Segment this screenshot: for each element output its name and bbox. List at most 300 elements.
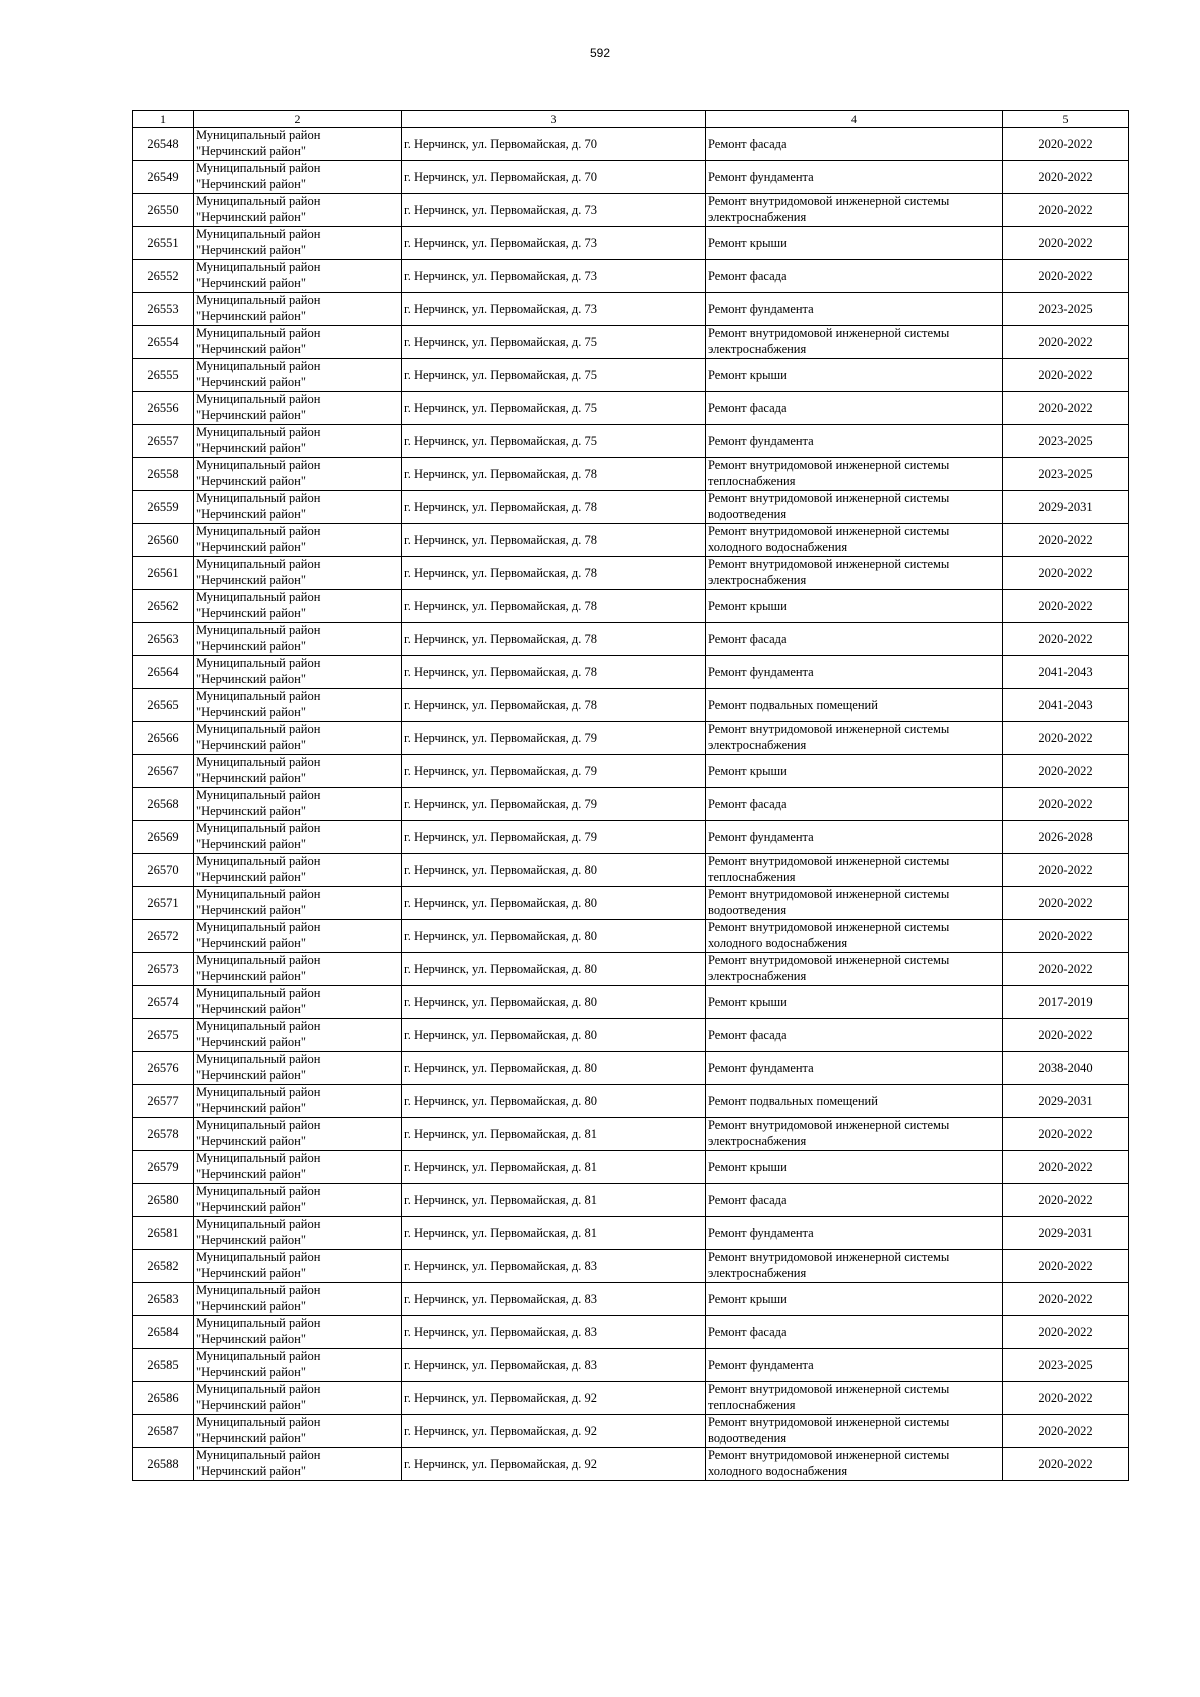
table-row — [133, 656, 1129, 689]
work-type-line: водоотведения — [708, 902, 787, 917]
address-cell: г. Нерчинск, ул. Первомайская, д. 78 — [402, 689, 706, 722]
municipality-cell — [194, 1019, 402, 1052]
row-number-cell: 26568 — [133, 788, 194, 821]
work-type-cell — [706, 986, 1003, 1019]
address-cell: г. Нерчинск, ул. Первомайская, д. 78 — [402, 491, 706, 524]
row-number-cell: 26551 — [133, 227, 194, 260]
period-cell: 2020-2022 — [1003, 1415, 1129, 1448]
header-col-2: 2 — [194, 111, 402, 128]
row-number-cell: 26571 — [133, 887, 194, 920]
period-cell: 2020-2022 — [1003, 524, 1129, 557]
period-cell: 2020-2022 — [1003, 161, 1129, 194]
work-type-cell — [706, 1217, 1003, 1250]
period-cell: 2041-2043 — [1003, 689, 1129, 722]
municipality-line: "Нерчинский район" — [196, 770, 306, 785]
work-type-cell — [706, 590, 1003, 623]
municipality-cell — [194, 1415, 402, 1448]
row-number-cell: 26579 — [133, 1151, 194, 1184]
municipality-line: "Нерчинский район" — [196, 1199, 306, 1214]
table-row — [133, 623, 1129, 656]
work-type-line: электроснабжения — [708, 737, 807, 752]
address-cell: г. Нерчинск, ул. Первомайская, д. 81 — [402, 1184, 706, 1217]
municipality-cell — [194, 392, 402, 425]
work-type-line: Ремонт фундамента — [708, 664, 814, 679]
municipality-line: Муниципальный район — [196, 920, 321, 934]
period-cell: 2041-2043 — [1003, 656, 1129, 689]
period-cell: 2020-2022 — [1003, 194, 1129, 227]
municipality-cell — [194, 1283, 402, 1316]
period-cell: 2020-2022 — [1003, 1382, 1129, 1415]
row-number-cell: 26581 — [133, 1217, 194, 1250]
municipality-line: Муниципальный район — [196, 1217, 321, 1231]
municipality-line: Муниципальный район — [196, 1184, 321, 1198]
work-type-line: Ремонт подвальных помещений — [708, 1093, 878, 1108]
period-cell: 2023-2025 — [1003, 293, 1129, 326]
work-type-line: Ремонт внутридомовой инженерной системы — [708, 557, 950, 571]
municipality-line: "Нерчинский район" — [196, 341, 306, 356]
work-type-line: Ремонт внутридомовой инженерной системы — [708, 194, 950, 208]
row-number-cell: 26560 — [133, 524, 194, 557]
municipality-line: "Нерчинский район" — [196, 473, 306, 488]
table-row — [133, 1316, 1129, 1349]
row-number-cell: 26569 — [133, 821, 194, 854]
period-cell: 2020-2022 — [1003, 953, 1129, 986]
address-cell: г. Нерчинск, ул. Первомайская, д. 79 — [402, 722, 706, 755]
work-type-line: Ремонт внутридомовой инженерной системы — [708, 1415, 950, 1429]
municipality-line: Муниципальный район — [196, 260, 321, 274]
table-row — [133, 1118, 1129, 1151]
municipality-cell — [194, 1382, 402, 1415]
address-cell: г. Нерчинск, ул. Первомайская, д. 75 — [402, 392, 706, 425]
period-cell: 2020-2022 — [1003, 887, 1129, 920]
period-cell: 2023-2025 — [1003, 425, 1129, 458]
work-type-line: Ремонт фундамента — [708, 1357, 814, 1372]
period-cell: 2020-2022 — [1003, 1250, 1129, 1283]
municipality-line: "Нерчинский район" — [196, 1100, 306, 1115]
municipality-line: Муниципальный район — [196, 359, 321, 373]
municipality-line: "Нерчинский район" — [196, 1133, 306, 1148]
table-row — [133, 689, 1129, 722]
municipality-line: "Нерчинский район" — [196, 1166, 306, 1181]
municipality-line: Муниципальный район — [196, 656, 321, 670]
work-type-cell — [706, 1283, 1003, 1316]
municipality-line: Муниципальный район — [196, 755, 321, 769]
work-type-line: Ремонт фасада — [708, 400, 787, 415]
work-type-cell — [706, 161, 1003, 194]
municipality-line: "Нерчинский район" — [196, 836, 306, 851]
address-cell: г. Нерчинск, ул. Первомайская, д. 81 — [402, 1118, 706, 1151]
row-number-cell: 26573 — [133, 953, 194, 986]
row-number-cell: 26577 — [133, 1085, 194, 1118]
address-cell: г. Нерчинск, ул. Первомайская, д. 75 — [402, 326, 706, 359]
municipality-line: Муниципальный район — [196, 1118, 321, 1132]
work-type-line: Ремонт фундамента — [708, 301, 814, 316]
header-col-5: 5 — [1003, 111, 1129, 128]
address-cell: г. Нерчинск, ул. Первомайская, д. 78 — [402, 656, 706, 689]
municipality-cell — [194, 656, 402, 689]
work-type-cell — [706, 1415, 1003, 1448]
municipality-line: Муниципальный район — [196, 1448, 321, 1462]
row-number-cell: 26584 — [133, 1316, 194, 1349]
page-number: 592 — [589, 46, 611, 60]
municipality-cell — [194, 788, 402, 821]
period-cell: 2020-2022 — [1003, 1448, 1129, 1481]
municipality-line: Муниципальный район — [196, 194, 321, 208]
work-type-line: Ремонт фасада — [708, 136, 787, 151]
table-row — [133, 1448, 1129, 1481]
municipality-line: Муниципальный район — [196, 1085, 321, 1099]
row-number-cell: 26555 — [133, 359, 194, 392]
period-cell: 2020-2022 — [1003, 392, 1129, 425]
municipality-line: "Нерчинский район" — [196, 1430, 306, 1445]
table-row — [133, 1250, 1129, 1283]
municipality-line: "Нерчинский район" — [196, 407, 306, 422]
row-number-cell: 26559 — [133, 491, 194, 524]
municipality-line: "Нерчинский район" — [196, 1232, 306, 1247]
row-number-cell: 26550 — [133, 194, 194, 227]
work-type-line: Ремонт внутридомовой инженерной системы — [708, 1448, 950, 1462]
table-row — [133, 1283, 1129, 1316]
municipality-line: Муниципальный район — [196, 392, 321, 406]
row-number-cell: 26570 — [133, 854, 194, 887]
municipality-line: "Нерчинский район" — [196, 242, 306, 257]
period-cell: 2020-2022 — [1003, 788, 1129, 821]
work-type-line: холодного водоснабжения — [708, 539, 848, 554]
period-cell: 2020-2022 — [1003, 1283, 1129, 1316]
work-type-line: теплоснабжения — [708, 869, 796, 884]
municipality-line: "Нерчинский район" — [196, 572, 306, 587]
municipality-cell — [194, 953, 402, 986]
municipality-line: "Нерчинский район" — [196, 1463, 306, 1478]
header-row — [133, 111, 1129, 128]
work-type-cell — [706, 854, 1003, 887]
municipality-line: "Нерчинский район" — [196, 176, 306, 191]
table-row — [133, 1217, 1129, 1250]
municipality-cell — [194, 557, 402, 590]
work-type-cell — [706, 623, 1003, 656]
address-cell: г. Нерчинск, ул. Первомайская, д. 79 — [402, 788, 706, 821]
municipality-line: Муниципальный район — [196, 821, 321, 835]
work-type-cell — [706, 887, 1003, 920]
table-body — [133, 128, 1129, 1481]
municipality-line: Муниципальный район — [196, 425, 321, 439]
work-type-cell — [706, 1448, 1003, 1481]
work-type-line: электроснабжения — [708, 341, 807, 356]
address-cell: г. Нерчинск, ул. Первомайская, д. 80 — [402, 986, 706, 1019]
table-row — [133, 986, 1129, 1019]
work-type-cell — [706, 392, 1003, 425]
row-number-cell: 26563 — [133, 623, 194, 656]
table-row — [133, 293, 1129, 326]
address-cell: г. Нерчинск, ул. Первомайская, д. 92 — [402, 1382, 706, 1415]
municipality-line: Муниципальный район — [196, 1382, 321, 1396]
address-cell: г. Нерчинск, ул. Первомайская, д. 80 — [402, 953, 706, 986]
municipality-cell — [194, 689, 402, 722]
header-col-4: 4 — [706, 111, 1003, 128]
period-cell: 2038-2040 — [1003, 1052, 1129, 1085]
work-type-line: Ремонт внутридомовой инженерной системы — [708, 920, 950, 934]
work-type-line: Ремонт фундамента — [708, 433, 814, 448]
period-cell: 2020-2022 — [1003, 590, 1129, 623]
municipality-line: "Нерчинский район" — [196, 671, 306, 686]
period-cell: 2020-2022 — [1003, 557, 1129, 590]
row-number-cell: 26554 — [133, 326, 194, 359]
municipality-cell — [194, 920, 402, 953]
row-number-cell: 26558 — [133, 458, 194, 491]
table-row — [133, 326, 1129, 359]
municipality-line: "Нерчинский район" — [196, 308, 306, 323]
municipality-line: "Нерчинский район" — [196, 539, 306, 554]
address-cell: г. Нерчинск, ул. Первомайская, д. 78 — [402, 590, 706, 623]
municipality-line: Муниципальный район — [196, 128, 321, 142]
period-cell: 2020-2022 — [1003, 128, 1129, 161]
work-type-line: Ремонт фундамента — [708, 169, 814, 184]
work-type-line: Ремонт фасада — [708, 1192, 787, 1207]
work-type-line: Ремонт внутридомовой инженерной системы — [708, 326, 950, 340]
table-row — [133, 260, 1129, 293]
address-cell: г. Нерчинск, ул. Первомайская, д. 80 — [402, 887, 706, 920]
municipality-cell — [194, 1316, 402, 1349]
municipality-line: Муниципальный район — [196, 1415, 321, 1429]
work-type-line: Ремонт крыши — [708, 994, 787, 1009]
table-row — [133, 458, 1129, 491]
row-number-cell: 26556 — [133, 392, 194, 425]
table-row — [133, 392, 1129, 425]
period-cell: 2020-2022 — [1003, 854, 1129, 887]
work-type-cell — [706, 557, 1003, 590]
header-col-3: 3 — [402, 111, 706, 128]
municipality-line: "Нерчинский район" — [196, 209, 306, 224]
municipality-line: "Нерчинский район" — [196, 1067, 306, 1082]
municipality-cell — [194, 1052, 402, 1085]
address-cell: г. Нерчинск, ул. Первомайская, д. 92 — [402, 1448, 706, 1481]
work-type-line: Ремонт крыши — [708, 1159, 787, 1174]
municipality-cell — [194, 227, 402, 260]
municipality-line: "Нерчинский район" — [196, 869, 306, 884]
table-row — [133, 359, 1129, 392]
address-cell: г. Нерчинск, ул. Первомайская, д. 83 — [402, 1283, 706, 1316]
municipality-line: Муниципальный район — [196, 1316, 321, 1330]
row-number-cell: 26561 — [133, 557, 194, 590]
period-cell: 2017-2019 — [1003, 986, 1129, 1019]
work-type-line: Ремонт фасада — [708, 796, 787, 811]
period-cell: 2023-2025 — [1003, 458, 1129, 491]
address-cell: г. Нерчинск, ул. Первомайская, д. 83 — [402, 1316, 706, 1349]
work-type-line: Ремонт внутридомовой инженерной системы — [708, 854, 950, 868]
municipality-line: "Нерчинский район" — [196, 1001, 306, 1016]
municipality-line: "Нерчинский район" — [196, 1298, 306, 1313]
row-number-cell: 26582 — [133, 1250, 194, 1283]
row-number-cell: 26567 — [133, 755, 194, 788]
work-type-cell — [706, 359, 1003, 392]
table-row — [133, 788, 1129, 821]
address-cell: г. Нерчинск, ул. Первомайская, д. 78 — [402, 458, 706, 491]
municipality-line: Муниципальный район — [196, 854, 321, 868]
address-cell: г. Нерчинск, ул. Первомайская, д. 79 — [402, 821, 706, 854]
municipality-line: Муниципальный район — [196, 1349, 321, 1363]
row-number-cell: 26585 — [133, 1349, 194, 1382]
municipality-line: Муниципальный район — [196, 722, 321, 736]
work-type-cell — [706, 722, 1003, 755]
municipality-line: Муниципальный район — [196, 623, 321, 637]
municipality-line: Муниципальный район — [196, 953, 321, 967]
municipality-line: "Нерчинский район" — [196, 1265, 306, 1280]
period-cell: 2020-2022 — [1003, 1184, 1129, 1217]
work-type-line: электроснабжения — [708, 209, 807, 224]
address-cell: г. Нерчинск, ул. Первомайская, д. 73 — [402, 293, 706, 326]
municipality-cell — [194, 1349, 402, 1382]
municipality-cell — [194, 821, 402, 854]
table-row — [133, 524, 1129, 557]
table-row — [133, 887, 1129, 920]
period-cell: 2020-2022 — [1003, 1118, 1129, 1151]
work-type-cell — [706, 821, 1003, 854]
municipality-line: "Нерчинский район" — [196, 440, 306, 455]
municipality-cell — [194, 425, 402, 458]
work-type-line: Ремонт внутридомовой инженерной системы — [708, 1250, 950, 1264]
table-row — [133, 1415, 1129, 1448]
work-type-cell — [706, 1052, 1003, 1085]
municipality-line: Муниципальный район — [196, 590, 321, 604]
row-number-cell: 26572 — [133, 920, 194, 953]
address-cell: г. Нерчинск, ул. Первомайская, д. 92 — [402, 1415, 706, 1448]
period-cell: 2020-2022 — [1003, 920, 1129, 953]
municipality-line: "Нерчинский район" — [196, 737, 306, 752]
municipality-line: "Нерчинский район" — [196, 935, 306, 950]
work-type-cell — [706, 491, 1003, 524]
municipality-line: "Нерчинский район" — [196, 1331, 306, 1346]
municipality-cell — [194, 1118, 402, 1151]
table-row — [133, 557, 1129, 590]
row-number-cell: 26588 — [133, 1448, 194, 1481]
work-type-cell — [706, 458, 1003, 491]
row-number-cell: 26580 — [133, 1184, 194, 1217]
address-cell: г. Нерчинск, ул. Первомайская, д. 83 — [402, 1349, 706, 1382]
row-number-cell: 26576 — [133, 1052, 194, 1085]
municipality-line: "Нерчинский район" — [196, 968, 306, 983]
address-cell: г. Нерчинск, ул. Первомайская, д. 80 — [402, 920, 706, 953]
address-cell: г. Нерчинск, ул. Первомайская, д. 73 — [402, 227, 706, 260]
work-type-cell — [706, 1349, 1003, 1382]
municipality-line: Муниципальный район — [196, 1151, 321, 1165]
table-row — [133, 821, 1129, 854]
work-type-line: Ремонт крыши — [708, 1291, 787, 1306]
table-row — [133, 227, 1129, 260]
work-type-line: электроснабжения — [708, 1133, 807, 1148]
municipality-line: Муниципальный район — [196, 557, 321, 571]
period-cell: 2020-2022 — [1003, 1151, 1129, 1184]
work-type-cell — [706, 1382, 1003, 1415]
table-row — [133, 1019, 1129, 1052]
work-type-cell — [706, 293, 1003, 326]
municipality-line: "Нерчинский район" — [196, 704, 306, 719]
municipality-cell — [194, 491, 402, 524]
table-row — [133, 755, 1129, 788]
work-type-line: Ремонт подвальных помещений — [708, 697, 878, 712]
work-type-cell — [706, 1118, 1003, 1151]
municipality-cell — [194, 854, 402, 887]
work-type-line: Ремонт внутридомовой инженерной системы — [708, 887, 950, 901]
municipality-line: Муниципальный район — [196, 491, 321, 505]
work-type-line: водоотведения — [708, 506, 787, 521]
table-row — [133, 1085, 1129, 1118]
address-cell: г. Нерчинск, ул. Первомайская, д. 75 — [402, 425, 706, 458]
work-type-line: Ремонт крыши — [708, 367, 787, 382]
table-row — [133, 1151, 1129, 1184]
municipality-line: "Нерчинский район" — [196, 374, 306, 389]
work-type-cell — [706, 128, 1003, 161]
table-row — [133, 1184, 1129, 1217]
municipality-line: Муниципальный район — [196, 326, 321, 340]
municipality-cell — [194, 887, 402, 920]
municipality-cell — [194, 1250, 402, 1283]
period-cell: 2020-2022 — [1003, 1019, 1129, 1052]
row-number-cell: 26549 — [133, 161, 194, 194]
address-cell: г. Нерчинск, ул. Первомайская, д. 80 — [402, 1019, 706, 1052]
row-number-cell: 26574 — [133, 986, 194, 1019]
row-number-cell: 26564 — [133, 656, 194, 689]
period-cell: 2020-2022 — [1003, 260, 1129, 293]
municipality-line: Муниципальный район — [196, 689, 321, 703]
municipality-line: Муниципальный район — [196, 986, 321, 1000]
header-col-1: 1 — [133, 111, 194, 128]
address-cell: г. Нерчинск, ул. Первомайская, д. 75 — [402, 359, 706, 392]
table-row — [133, 1382, 1129, 1415]
municipality-cell — [194, 161, 402, 194]
work-type-cell — [706, 524, 1003, 557]
row-number-cell: 26552 — [133, 260, 194, 293]
municipality-line: Муниципальный район — [196, 887, 321, 901]
work-type-line: Ремонт внутридомовой инженерной системы — [708, 1118, 950, 1132]
address-cell: г. Нерчинск, ул. Первомайская, д. 70 — [402, 161, 706, 194]
municipality-line: Муниципальный район — [196, 1283, 321, 1297]
municipality-line: Муниципальный район — [196, 1019, 321, 1033]
municipality-line: Муниципальный район — [196, 1250, 321, 1264]
municipality-line: "Нерчинский район" — [196, 1397, 306, 1412]
work-type-cell — [706, 1085, 1003, 1118]
address-cell: г. Нерчинск, ул. Первомайская, д. 80 — [402, 1052, 706, 1085]
table-row — [133, 722, 1129, 755]
row-number-cell: 26586 — [133, 1382, 194, 1415]
municipality-cell — [194, 1151, 402, 1184]
municipality-cell — [194, 458, 402, 491]
period-cell: 2020-2022 — [1003, 755, 1129, 788]
row-number-cell: 26553 — [133, 293, 194, 326]
municipality-cell — [194, 1184, 402, 1217]
address-cell: г. Нерчинск, ул. Первомайская, д. 80 — [402, 854, 706, 887]
work-type-cell — [706, 1151, 1003, 1184]
row-number-cell: 26562 — [133, 590, 194, 623]
work-type-line: Ремонт внутридомовой инженерной системы — [708, 953, 950, 967]
address-cell: г. Нерчинск, ул. Первомайская, д. 78 — [402, 623, 706, 656]
row-number-cell: 26578 — [133, 1118, 194, 1151]
municipality-cell — [194, 260, 402, 293]
work-type-line: электроснабжения — [708, 968, 807, 983]
address-cell: г. Нерчинск, ул. Первомайская, д. 80 — [402, 1085, 706, 1118]
work-type-line: водоотведения — [708, 1430, 787, 1445]
municipality-line: "Нерчинский район" — [196, 275, 306, 290]
repair-schedule-table — [132, 110, 1129, 1481]
work-type-line: Ремонт фундамента — [708, 1225, 814, 1240]
work-type-line: Ремонт внутридомовой инженерной системы — [708, 491, 950, 505]
municipality-cell — [194, 326, 402, 359]
municipality-cell — [194, 293, 402, 326]
municipality-line: "Нерчинский район" — [196, 143, 306, 158]
work-type-line: Ремонт внутридомовой инженерной системы — [708, 524, 950, 538]
table-row — [133, 953, 1129, 986]
work-type-line: Ремонт внутридомовой инженерной системы — [708, 458, 950, 472]
table-row — [133, 161, 1129, 194]
